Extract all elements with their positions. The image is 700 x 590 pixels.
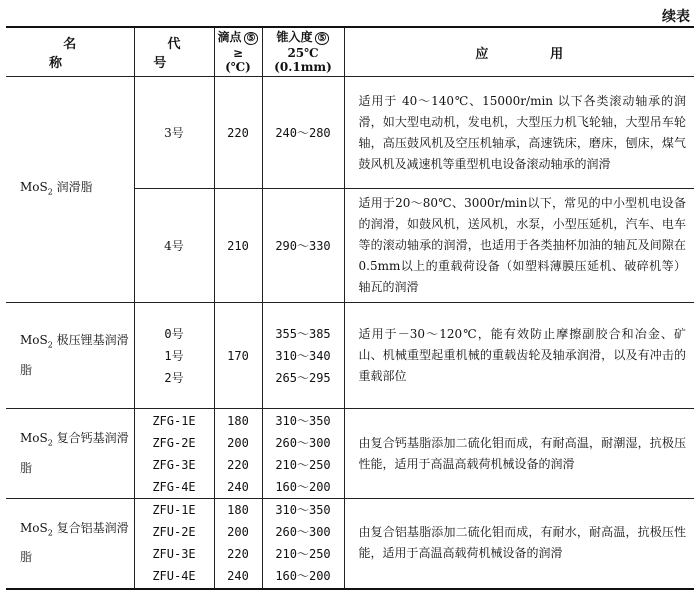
continued-label: 续表 <box>662 9 690 25</box>
table-row <box>6 77 694 189</box>
application-text: 适用于20～80℃、3000r/min以下，常见的中小型机电设备的润滑，如鼓风机，送风机，水泵，小型压延机，汽车、电车等的滚动轴承的润滑，也适用于各类抽杯加油的轴瓦及间隙在0.5mm以上的重载荷设备（如塑料薄膜压延机、破碎机等）轴瓦的润滑 <box>344 189 694 303</box>
penetration: 240～280 <box>262 77 344 189</box>
grease-code: 3号 <box>134 77 214 189</box>
penetration: 290～330 <box>262 189 344 303</box>
application-text: 由复合铝基脂添加二硫化钼而成，有耐水，耐高温，抗极压性能，适用于高温高载荷机械设备的润滑 <box>344 499 694 589</box>
table-row <box>6 499 694 589</box>
header-code: 代 号 <box>134 27 214 77</box>
grease-name: MoS$_2$ 复合钙基润滑脂 <box>6 409 134 499</box>
grease-codes: ZFU-1E ZFU-2E ZFU-3E ZFU-4E <box>134 499 214 589</box>
grease-name: MoS$_2$ 复合铝基润滑脂 <box>6 499 134 589</box>
grease-codes: 0号 1号 2号 <box>134 303 214 409</box>
application-text: 适用于－30～120℃，能有效防止摩擦副胶合和冶金、矿山、机械重型起重机械的重载齿轮及轴承润滑，以及有冲击的重载部位 <box>344 303 694 409</box>
drop-point: 170 <box>214 303 262 409</box>
application-text: 适用于 40～140℃、15000r/min 以下各类滚动轴承的润滑，如大型电动机，发电机，大型压力机飞轮轴，大型吊车轮轴，高压鼓风机及空压机轴承，高速铣床，磨床，刨床，煤气鼓风机及减速机等重型机电设备滚动轴承的润滑 <box>344 77 694 189</box>
table-row <box>6 409 694 499</box>
penetrations: 310～350 260～300 210～250 160～200 <box>262 499 344 589</box>
drop-point: 220 <box>214 77 262 189</box>
header-penetration: 锥入度 ⑤ 25℃ (0.1mm) <box>262 27 344 77</box>
drop-points: 180 200 220 240 <box>214 409 262 499</box>
drop-points: 180 200 220 240 <box>214 499 262 589</box>
grease-name: MoS$_2$ 润滑脂 <box>6 77 134 303</box>
penetrations: 310～350 260～300 210～250 160～200 <box>262 409 344 499</box>
table-row <box>6 303 694 409</box>
header-drop-point: 滴点 ⑤ ≥ (℃) <box>214 27 262 77</box>
grease-name: MoS$_2$ 极压锂基润滑脂 <box>6 303 134 409</box>
drop-point: 210 <box>214 189 262 303</box>
grease-table <box>6 26 694 590</box>
penetrations: 355～385 310～340 265～295 <box>262 303 344 409</box>
grease-code: 4号 <box>134 189 214 303</box>
header-application: 应 用 <box>344 27 694 77</box>
header-row <box>6 27 694 77</box>
application-text: 由复合钙基脂添加二硫化钼而成，有耐高温，耐潮湿，抗极压性能，适用于高温高载荷机械设备的润滑 <box>344 409 694 499</box>
grease-codes: ZFG-1E ZFG-2E ZFG-3E ZFG-4E <box>134 409 214 499</box>
header-name: 名 称 <box>6 27 134 77</box>
